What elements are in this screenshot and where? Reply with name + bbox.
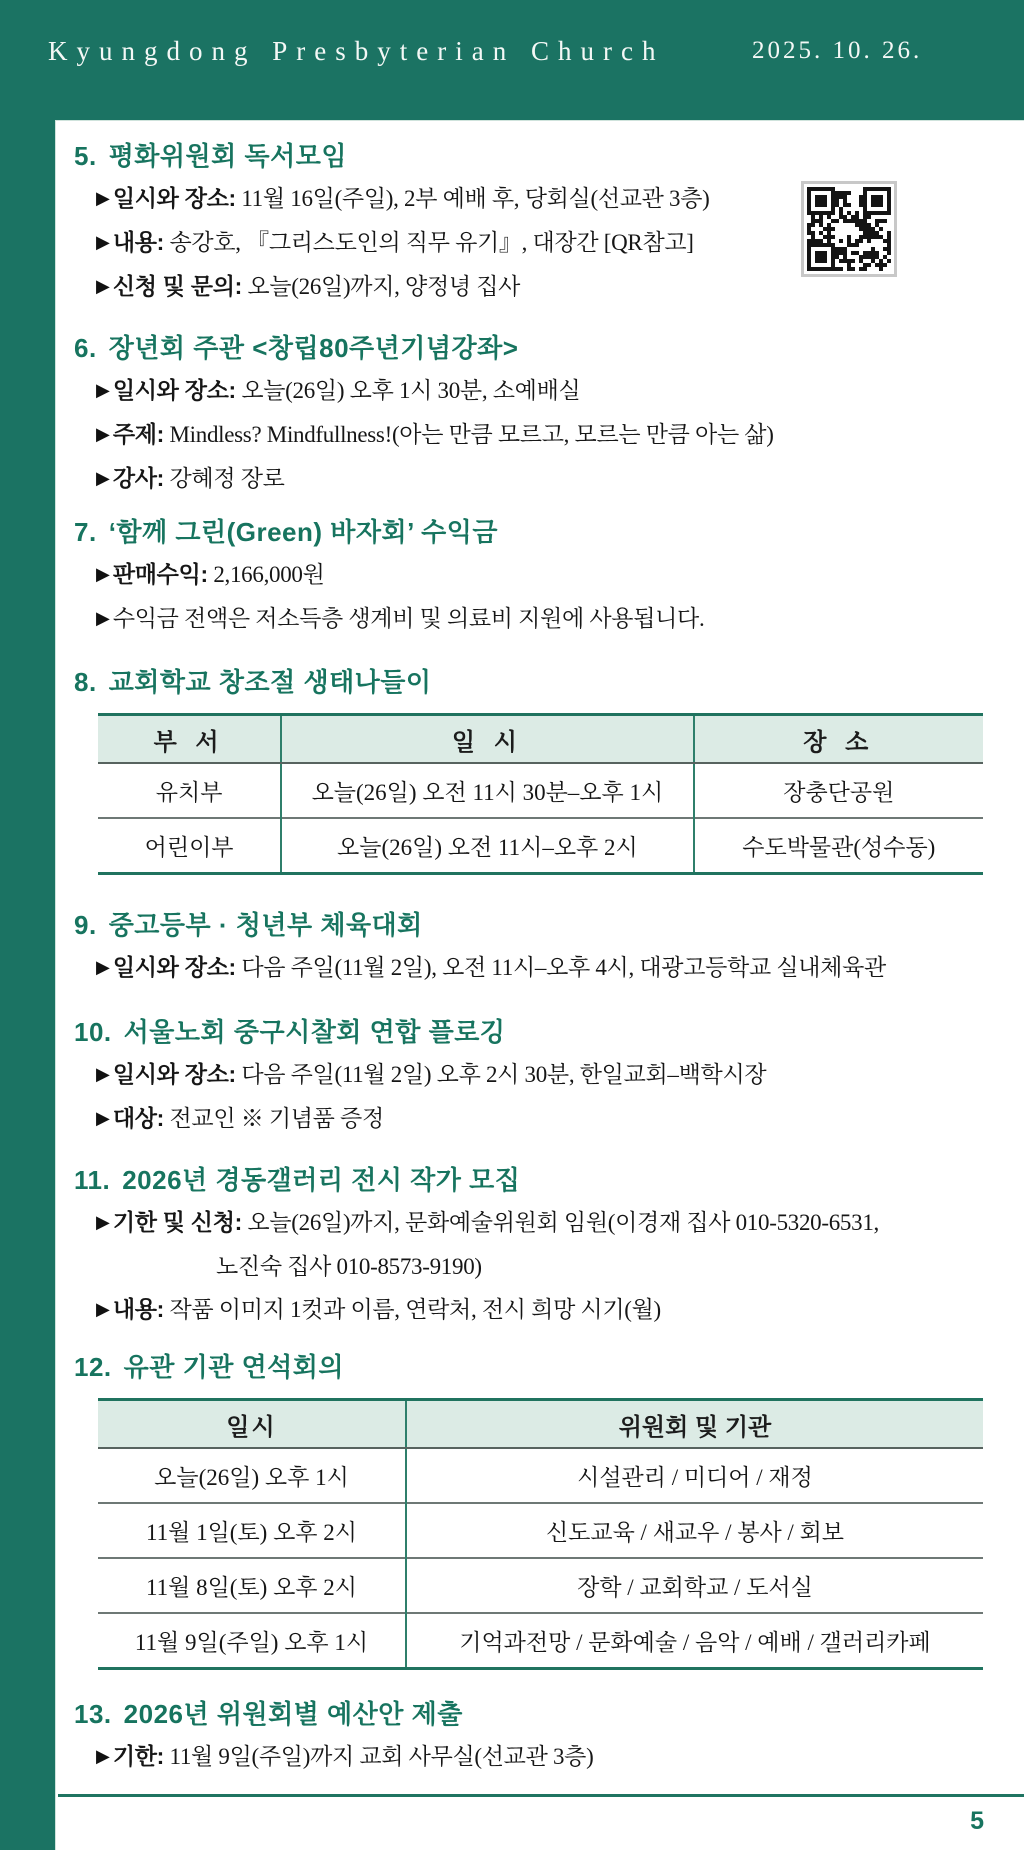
item-value: 다음 주일(11월 2일), 오전 11시–오후 4시, 대광고등학교 실내체육관 — [235, 955, 886, 980]
item-label: 대상: — [112, 1105, 165, 1131]
table-header-row — [98, 715, 983, 764]
bullet-item — [74, 553, 1010, 597]
section-number: 12. — [74, 1352, 112, 1382]
bullet-icon: ▶ — [96, 564, 110, 584]
table-header-cell: 부 서 — [98, 715, 281, 764]
item-label: 일시와 장소: — [112, 185, 236, 211]
item-value: 송강호, 『그리스도인의 직무 유기』, 대장간 [QR참고] — [164, 230, 694, 255]
table-header-row — [98, 1400, 983, 1449]
bullet-icon: ▶ — [96, 1212, 110, 1232]
section-number: 5. — [74, 141, 97, 171]
section-number: 7. — [74, 517, 97, 547]
item-value: 오늘(26일)까지, 문화예술위원회 임원(이경재 집사 010-5320-6531, — [241, 1210, 879, 1235]
item-value: 전교인 ※ 기념품 증정 — [164, 1106, 384, 1131]
table-row — [98, 763, 983, 818]
bullet-icon: ▶ — [96, 1746, 110, 1766]
bullet-item — [74, 1288, 1010, 1332]
table-cell: 오늘(26일) 오전 11시–오후 2시 — [281, 818, 693, 874]
bulletin-date: 2025. 10. 26. — [752, 37, 923, 64]
section-joint-meeting — [74, 1350, 1010, 1670]
table-cell: 11월 9일(주일) 오후 1시 — [98, 1613, 406, 1669]
table-row — [98, 1448, 983, 1503]
table-row — [98, 818, 983, 874]
table-header-cell: 일 시 — [281, 715, 693, 764]
content-panel — [55, 120, 1024, 1850]
bullet-item — [74, 1053, 1010, 1097]
item-value: 노진숙 집사 010-8573-9190) — [216, 1254, 482, 1279]
item-label: 판매수익: — [112, 561, 208, 587]
section-items — [74, 1735, 1010, 1779]
section-title: 11. 2026년 경동갤러리 전시 작가 모집 — [74, 1165, 521, 1195]
section-peace-reading — [74, 139, 1010, 309]
item-label: 신청 및 문의: — [112, 273, 242, 299]
bullet-icon: ▶ — [96, 380, 110, 400]
header-bar — [0, 0, 1024, 120]
bullet-item — [74, 1097, 1010, 1141]
item-value: 강혜정 장로 — [164, 466, 285, 491]
table-cell: 신도교육 / 새교우 / 봉사 / 회보 — [406, 1503, 983, 1558]
item-value: Mindless? Mindfullness!(아는 만큼 모르고, 모르는 만큼 아는 삶) — [164, 422, 774, 447]
table-cell: 장충단공원 — [694, 763, 983, 818]
section-items — [74, 553, 1010, 641]
page-number: 5 — [970, 1807, 984, 1835]
section-bazaar-proceeds — [74, 515, 1010, 641]
bullet-icon: ▶ — [96, 957, 110, 977]
section-number: 10. — [74, 1017, 112, 1047]
section-budget-submission — [74, 1697, 1010, 1779]
section-plogging — [74, 1015, 1010, 1141]
church-name: Kyungdong Presbyterian Church — [48, 36, 665, 66]
section-number: 6. — [74, 333, 97, 363]
table-cell: 수도박물관(성수동) — [694, 818, 983, 874]
item-label: 주제: — [112, 421, 165, 447]
section-title: 6. 장년회 주관 <창립80주년기념강좌> — [74, 333, 519, 363]
table-cell: 어린이부 — [98, 818, 281, 874]
bullet-icon: ▶ — [96, 232, 110, 252]
table-cell: 11월 8일(토) 오후 2시 — [98, 1558, 406, 1613]
table-row — [98, 1613, 983, 1669]
bullet-item — [74, 413, 1010, 457]
item-value: 11월 16일(주일), 2부 예배 후, 당회실(선교관 3층) — [235, 186, 710, 211]
section-sports-day — [74, 908, 1010, 990]
section-title: 8. 교회학교 창조절 생태나들이 — [74, 667, 432, 697]
section-items — [74, 369, 1010, 501]
section-church-school-outing — [74, 665, 1010, 875]
section-number: 9. — [74, 910, 97, 940]
table-header-cell: 일시 — [98, 1400, 406, 1449]
meeting-table — [98, 1398, 983, 1670]
section-title: 9. 중고등부 · 청년부 체육대회 — [74, 910, 423, 940]
item-value: 수익금 전액은 저소득층 생계비 및 의료비 지원에 사용됩니다. — [112, 606, 705, 631]
item-label: 강사: — [112, 465, 165, 491]
table-row — [98, 1503, 983, 1558]
section-anniversary-lecture — [74, 331, 1010, 501]
section-items — [74, 946, 1010, 990]
section-title: 10. 서울노회 중구시찰회 연합 플로깅 — [74, 1017, 506, 1047]
bullet-item-continuation — [74, 1245, 1010, 1288]
item-label: 기한: — [112, 1743, 165, 1769]
table-cell: 오늘(26일) 오후 1시 — [154, 1465, 349, 1490]
bullet-icon: ▶ — [96, 1064, 110, 1084]
item-label: 일시와 장소: — [112, 1061, 236, 1087]
table-cell: 장학 / 교회학교 / 도서실 — [406, 1558, 983, 1613]
bullet-item — [74, 177, 1010, 221]
section-gallery-artist-call — [74, 1163, 1010, 1332]
table-cell: 시설관리 / 미디어 / 재정 — [406, 1448, 983, 1503]
bullet-item — [74, 597, 1010, 641]
item-label: 내용: — [112, 1296, 165, 1322]
bullet-icon: ▶ — [96, 424, 110, 444]
bullet-item — [74, 457, 1010, 501]
section-title: 13. 2026년 위원회별 예산안 제출 — [74, 1699, 463, 1729]
bullet-icon: ▶ — [96, 608, 110, 628]
section-title: 5. 평화위원회 독서모임 — [74, 141, 347, 171]
item-value: 오늘(26일)까지, 양정녕 집사 — [241, 274, 521, 299]
item-label: 내용: — [112, 229, 165, 255]
bullet-icon: ▶ — [96, 276, 110, 296]
item-value: 작품 이미지 1컷과 이름, 연락처, 전시 희망 시기(월) — [164, 1297, 661, 1322]
table-cell: 기억과전망 / 문화예술 / 음악 / 예배 / 갤러리카페 — [406, 1613, 983, 1669]
table-cell: 유치부 — [155, 780, 223, 805]
bullet-icon: ▶ — [96, 188, 110, 208]
item-value: 11월 9일(주일)까지 교회 사무실(선교관 3층) — [164, 1744, 594, 1769]
bullet-item — [74, 221, 1010, 265]
bullet-item — [74, 265, 1010, 309]
section-number: 13. — [74, 1699, 112, 1729]
bullet-icon: ▶ — [96, 1299, 110, 1319]
table-header-cell: 장 소 — [694, 715, 983, 764]
bullet-item — [74, 1201, 1010, 1245]
bullet-item — [74, 1735, 1010, 1779]
table-cell: 11월 1일(토) 오후 2시 — [98, 1503, 406, 1558]
item-value: 2,166,000원 — [207, 562, 325, 587]
table-cell: 오늘(26일) 오전 11시 30분–오후 1시 — [281, 763, 693, 818]
item-value: 다음 주일(11월 2일) 오후 2시 30분, 한일교회–백학시장 — [235, 1062, 767, 1087]
section-items — [74, 177, 1010, 309]
table-header-cell: 위원회 및 기관 — [406, 1400, 983, 1449]
bullet-item — [74, 369, 1010, 413]
outing-table — [98, 713, 983, 875]
section-items — [74, 1053, 1010, 1141]
section-title: 12. 유관 기관 연석회의 — [74, 1352, 345, 1382]
section-title: 7. ‘함께 그린(Green) 바자회’ 수익금 — [74, 517, 498, 547]
item-label: 일시와 장소: — [112, 377, 236, 403]
bullet-item — [74, 946, 1010, 990]
item-value: 오늘(26일) 오후 1시 30분, 소예배실 — [235, 378, 581, 403]
section-number: 11. — [74, 1165, 111, 1195]
bullet-icon: ▶ — [96, 468, 110, 488]
section-number: 8. — [74, 667, 97, 697]
bullet-icon: ▶ — [96, 1108, 110, 1128]
item-label: 기한 및 신청: — [112, 1209, 242, 1235]
item-label: 일시와 장소: — [112, 954, 236, 980]
footer-divider — [58, 1794, 1024, 1797]
table-row — [98, 1558, 983, 1613]
section-items — [74, 1201, 1010, 1332]
